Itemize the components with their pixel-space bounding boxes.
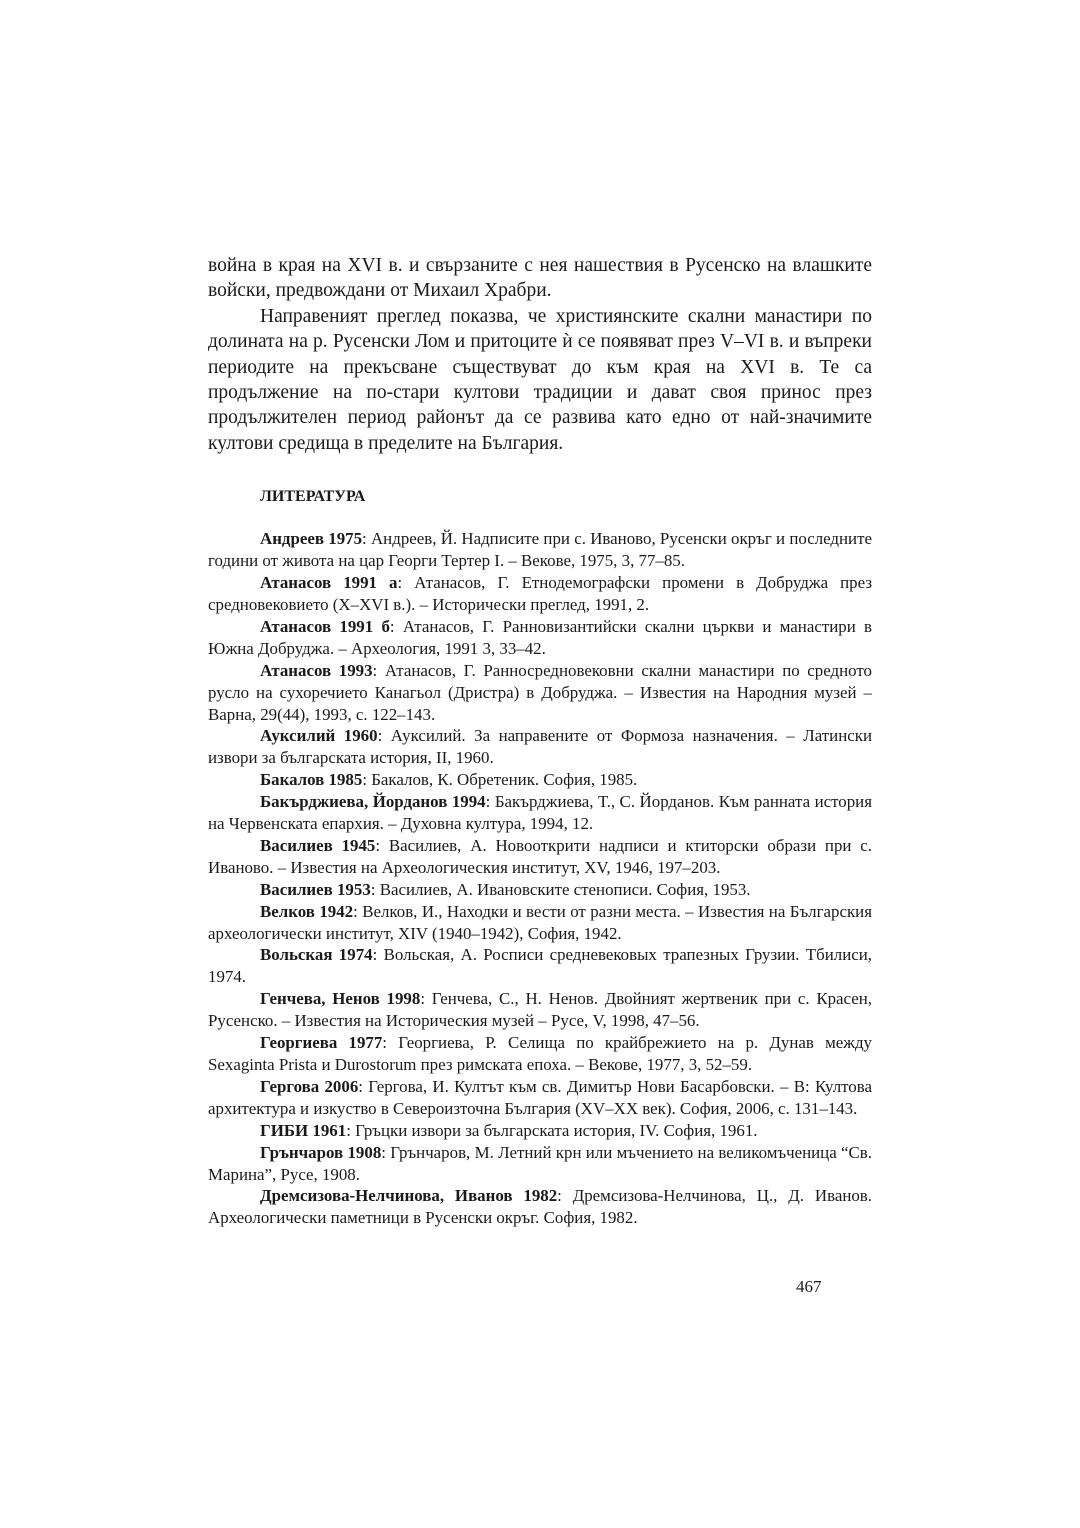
reference-text: : Велков, И., Находки и вести от разни места. – Известия на Българския археологически институт, XIV (1940–1942), София, 1942. — [208, 901, 872, 943]
reference-entry — [208, 1032, 872, 1076]
reference-key: Гергова 2006 — [260, 1076, 359, 1096]
body-paragraph-2: Направеният преглед показва, че християнските скални манастири по долината на р. Русенски Лом и притоците ѝ се появяват през V–VI в. и въпреки периодите на прекъсване съществуват до към края на XVI в. Те са продължение на по-стари култови традиции и дават своя принос през продължителен период районът да се развива като едно от най-значимите култови средища в пределите на България. — [208, 305, 872, 454]
reference-key: Василиев 1953 — [260, 879, 371, 899]
reference-text: : Василиев, А. Новооткрити надписи и ктиторски образи при с. Иваново. – Известия на Археологическия институт, XV, 1946, 197–203. — [208, 835, 873, 877]
reference-key: Вольская 1974 — [260, 945, 373, 965]
reference-key: Атанасов 1991 а — [260, 573, 398, 593]
reference-text: : Бакърджиева, Т., С. Йорданов. Към ранната история на Червенската епархия. – Духовна култура, 1994, 12. — [208, 792, 872, 834]
reference-key: Атанасов 1991 б — [260, 616, 390, 636]
reference-key: ГИБИ 1961 — [260, 1120, 347, 1140]
reference-text: : Андреев, Й. Надписите при с. Иваново, Русенски окръг и последните години от живота на цар Георги Тертер I. – Векове, 1975, 3, 77–85. — [208, 529, 872, 571]
reference-entry — [208, 1120, 872, 1142]
reference-entry — [208, 616, 872, 660]
reference-entry — [208, 572, 872, 616]
reference-key: Грънчаров 1908 — [260, 1142, 382, 1162]
reference-key: Велков 1942 — [260, 901, 354, 921]
literature-heading: ЛИТЕРАТУРА — [260, 488, 366, 506]
reference-key: Андреев 1975 — [260, 529, 363, 549]
reference-text: : Георгиева, Р. Селища по крайбрежието на р. Дунав между Sexaginta Prista и Durostorum през римската епоха. – Векове, 1977, 3, 52–59. — [208, 1033, 873, 1074]
body-paragraph-1: война в края на XVI в. и свързаните с нея нашествия в Русенско на влашките войски, предвождани от Михаил Храбри. — [208, 255, 872, 302]
reference-entry — [208, 835, 872, 879]
reference-key: Дремсизова-Нелчинова, Иванов 1982 — [260, 1186, 558, 1206]
reference-text: : Атанасов, Г. Ранновизантийски скални църкви и манастири в Южна Добруджа. – Археология, 1991 3, 33–42. — [208, 616, 872, 658]
reference-key: Генчева, Ненов 1998 — [260, 989, 421, 1009]
reference-entry — [208, 660, 872, 726]
reference-text: : Василиев, А. Ивановските стенописи. София, 1953. — [370, 879, 751, 899]
page-content — [208, 253, 872, 1229]
reference-entry — [208, 769, 872, 791]
reference-text: : Вольская, А. Росписи средневековых трапезных Грузии. Тбилиси, 1974. — [208, 945, 872, 987]
reference-text: : Ауксилий. За направените от Формоза назначения. – Латински извори за българската история, II, 1960. — [208, 726, 872, 768]
reference-entry — [208, 879, 872, 901]
reference-entry — [208, 901, 872, 945]
reference-text: : Грънчаров, М. Летний крн или мъчението на великомъченица “Св. Марина”, Русе, 1908. — [208, 1142, 872, 1184]
reference-key: Георгиева 1977 — [260, 1033, 383, 1053]
page-number: 467 — [796, 1277, 822, 1296]
reference-entry — [208, 1142, 872, 1186]
reference-text: : Бакалов, К. Обретеник. София, 1985. — [362, 770, 638, 790]
reference-entry — [208, 944, 872, 988]
reference-entry — [208, 528, 872, 572]
reference-text: : Атанасов, Г. Ранносредновековни скални манастири по средното русло на сухоречието Канагьол (Дристра) в Добруджа. – Известия на Народния музей – Варна, 29(44), 1993, с. 122–143. — [208, 660, 872, 724]
reference-text: : Генчева, С., Н. Ненов. Двойният жертвеник при с. Красен, Русенско. – Известия на Историческия музей – Русе, V, 1998, 47–56. — [208, 989, 872, 1031]
reference-text: : Дремсизова-Нелчинова, Ц., Д. Иванов. Археологически паметници в Русенски окръг. София, 1982. — [208, 1186, 873, 1228]
reference-entry — [208, 725, 872, 769]
reference-list — [208, 528, 872, 1229]
reference-entry — [208, 791, 872, 835]
reference-entry — [208, 1185, 872, 1229]
reference-key: Василиев 1945 — [260, 835, 376, 855]
reference-key: Ауксилий 1960 — [260, 726, 378, 746]
reference-key: Бакалов 1985 — [260, 770, 363, 790]
reference-key: Бакърджиева, Йорданов 1994 — [260, 792, 486, 812]
reference-text: : Атанасов, Г. Етнодемографски промени в Добруджа през средновековието (X–XVI в.). – Исторически преглед, 1991, 2. — [208, 573, 873, 614]
reference-key: Атанасов 1993 — [260, 660, 373, 680]
reference-entry — [208, 1076, 872, 1120]
reference-entry — [208, 988, 872, 1032]
reference-text: : Гергова, И. Култът към св. Димитър Нови Басарбовски. – В: Култова архитектура и изкуство в Североизточна България (XV–XX век). София, 2006, с. 131–143. — [208, 1076, 872, 1118]
reference-text: : Гръцки извори за българската история, IV. София, 1961. — [346, 1120, 758, 1140]
